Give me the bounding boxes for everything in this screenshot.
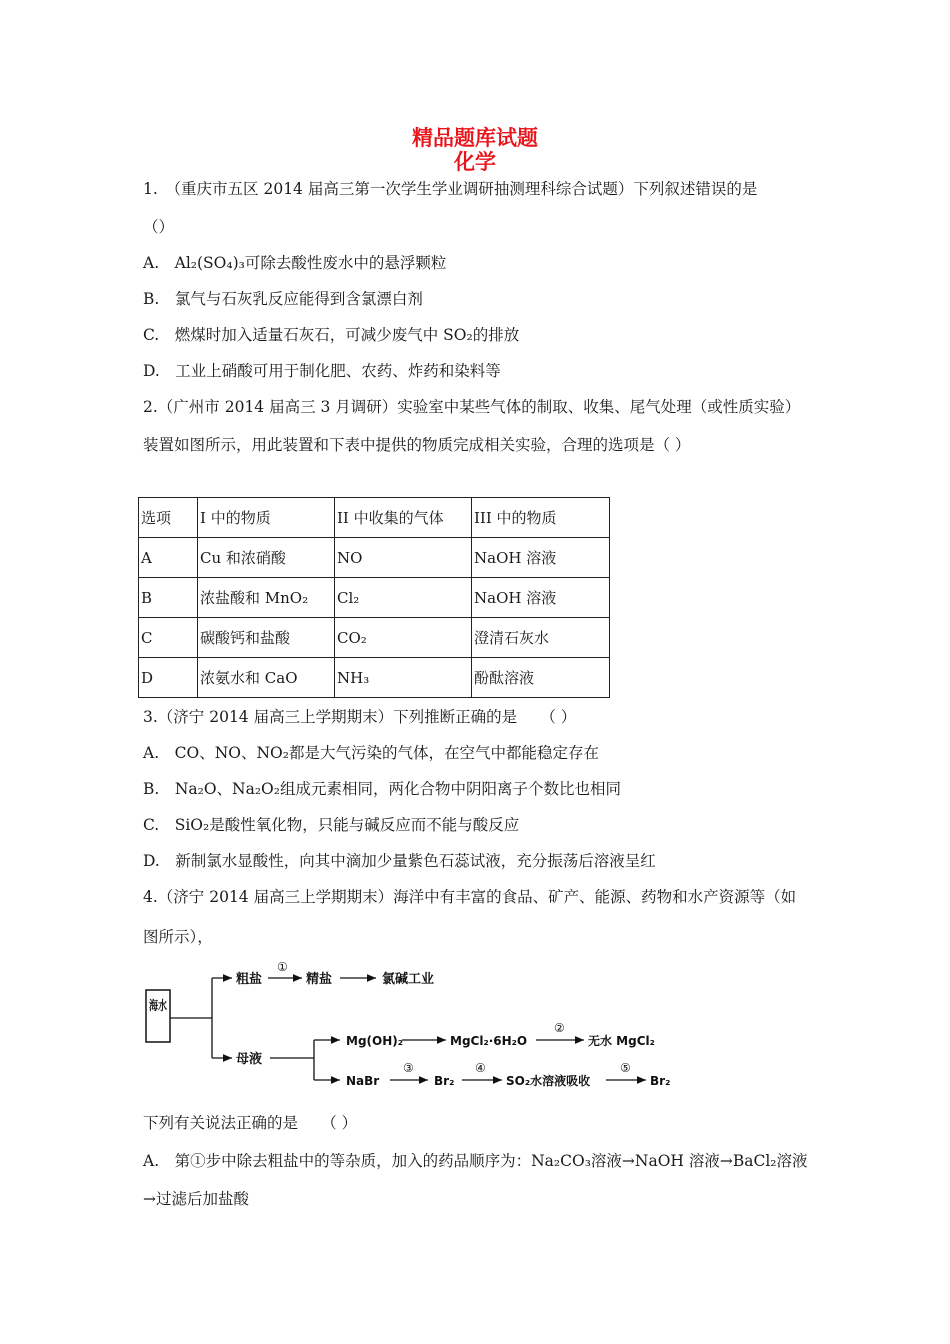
q3-option-d: D. 新制氯水显酸性，向其中滴加少量紫色石蕊试液，充分振荡后溶液呈红 [143, 852, 656, 870]
table-row [139, 578, 610, 618]
step-2-label: ② [554, 1021, 565, 1035]
seawater-flow-diagram [140, 958, 680, 1096]
q2-stem-line1: 2.（广州市 2014 届高三 3 月调研）实验室中某些气体的制取、收集、尾气处理（或性质实验） [143, 398, 801, 416]
table-cell: NaOH 溶液 [472, 578, 610, 618]
table-cell: C [139, 618, 198, 658]
table-cell: NH₃ [335, 658, 472, 698]
br2-final-label: Br₂ [650, 1074, 671, 1088]
step-1-label: ① [277, 960, 288, 974]
table-cell: NaOH 溶液 [472, 538, 610, 578]
q3-stem: 3.（济宁 2014 届高三上学期期末）下列推断正确的是 （ ） [143, 708, 577, 726]
table-header-cell: III 中的物质 [472, 498, 610, 538]
step-3-label: ③ [403, 1061, 414, 1075]
subject-title: 化学 [454, 150, 496, 174]
q4-stem-line2: 图所示）， [143, 928, 213, 946]
q2-stem-line2: 装置如图所示，用此装置和下表中提供的物质完成相关实验，合理的选项是（ ） [143, 436, 691, 454]
q3-option-c: C. SiO₂是酸性氧化物，只能与碱反应而不能与酸反应 [143, 816, 520, 834]
table-cell: 澄清石灰水 [472, 618, 610, 658]
br2-label: Br₂ [434, 1074, 455, 1088]
step-5-label: ⑤ [620, 1061, 631, 1075]
table-cell: 浓氨水和 CaO [198, 658, 335, 698]
table-cell: NO [335, 538, 472, 578]
mother-liquor-label: 母液 [236, 1052, 263, 1067]
mgcl2-hydrate-label: MgCl₂·6H₂O [450, 1034, 528, 1048]
q1-option-c: C. 燃煤时加入适量石灰石，可减少废气中 SO₂的排放 [143, 326, 520, 344]
table-header-cell: I 中的物质 [198, 498, 335, 538]
table-cell: CO₂ [335, 618, 472, 658]
table-header-cell: 选项 [139, 498, 198, 538]
crude-salt-label: 粗盐 [236, 972, 263, 987]
q3-option-b: B. Na₂O、Na₂O₂组成元素相同，两化合物中阴阳离子个数比也相同 [143, 780, 621, 798]
table-cell: 碳酸钙和盐酸 [198, 618, 335, 658]
page-title: 精品题库试题 [412, 126, 538, 150]
so2-absorb-label: SO₂水溶液吸收 [506, 1074, 591, 1088]
step-4-label: ④ [475, 1061, 486, 1075]
source-box [146, 990, 176, 1042]
mgoh2-label: Mg(OH)₂ [346, 1034, 403, 1048]
table-row [139, 538, 610, 578]
q4-question: 下列有关说法正确的是 （ ） [143, 1114, 358, 1132]
table-cell: B [139, 578, 198, 618]
table-cell: A [139, 538, 198, 578]
q4-stem-line1: 4.（济宁 2014 届高三上学期期末）海洋中有丰富的食品、矿产、能源、药物和水产资源等（如 [143, 888, 797, 906]
table-cell: 浓盐酸和 MnO₂ [198, 578, 335, 618]
anhydrous-mgcl2-label: 无水 MgCl₂ [588, 1034, 655, 1048]
q1-answer-paren: （） [143, 218, 175, 236]
chlor-alkali-label: 氯碱工业 [382, 972, 435, 987]
table-cell: Cl₂ [335, 578, 472, 618]
table-cell: Cu 和浓硝酸 [198, 538, 335, 578]
q2-options-table [138, 497, 610, 698]
q1-option-d: D. 工业上硝酸可用于制化肥、农药、炸药和染料等 [143, 362, 501, 380]
table-cell: 酚酞溶液 [472, 658, 610, 698]
table-row [139, 618, 610, 658]
q4-option-a-line2: →过滤后加盐酸 [143, 1190, 249, 1208]
q1-stem: 1. （重庆市五区 2014 届高三第一次学生学业调研抽测理科综合试题）下列叙述错误的是 [143, 180, 758, 198]
q3-option-a: A. CO、NO、NO₂都是大气污染的气体，在空气中都能稳定存在 [143, 744, 599, 762]
q1-option-b: B. 氯气与石灰乳反应能得到含氯漂白剂 [143, 290, 423, 308]
table-header-cell: II 中收集的气体 [335, 498, 472, 538]
q4-option-a-line1: A. 第①步中除去粗盐中的等杂质，加入的药品顺序为：Na₂CO₃溶液→NaOH 溶液→BaCl₂溶液 [143, 1152, 808, 1170]
refined-salt-label: 精盐 [306, 972, 333, 987]
source-label: 海水 [149, 999, 176, 1014]
nabr-label: NaBr [346, 1074, 380, 1088]
table-cell: D [139, 658, 198, 698]
table-header-row [139, 498, 610, 538]
table-row [139, 658, 610, 698]
q1-option-a: A. Al₂(SO₄)₃可除去酸性废水中的悬浮颗粒 [143, 254, 447, 272]
